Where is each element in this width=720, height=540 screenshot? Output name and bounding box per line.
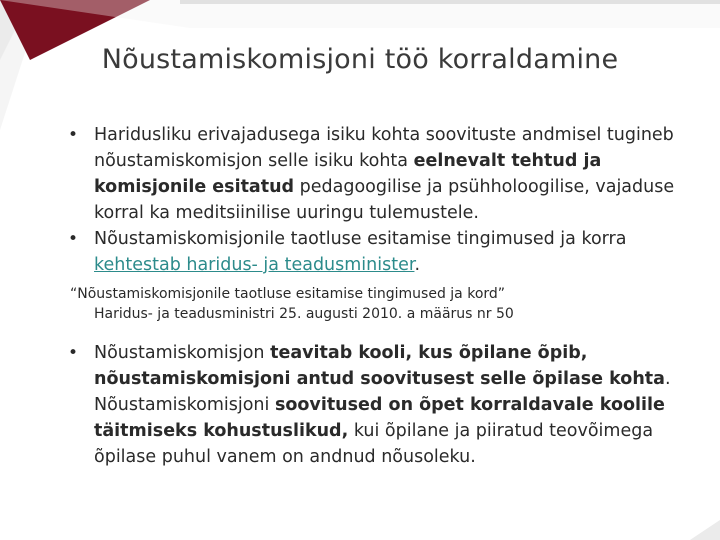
bullet-marker: • (68, 125, 79, 145)
regulation-note-line-1: “Nõustamiskomisjonile taotluse esitamise tingimused ja kord” (70, 286, 506, 302)
bullet-2-text-a: Nõustamiskomisjonile taotluse esitamise tingimused ja korra (94, 229, 627, 249)
bullet-marker: • (68, 343, 79, 363)
gray-corner-bottom-right (690, 520, 720, 540)
bullet-3-text-bold-2: soovitused on õpet korraldavale koolile täitmiseks kohustuslikud, (94, 395, 665, 441)
bullet-3-text-bold-1: teavitab kooli, kus õpilane õpib, nõustamiskomisjoni antud soovitusest selle õpilase kohta (94, 343, 665, 389)
bullet-3 (56, 340, 696, 470)
bullet-1-text-bold: eelnevalt tehtud ja komisjonile esitatud (94, 151, 602, 197)
bullet-2-text-c: . (414, 255, 421, 275)
bullet-2 (56, 226, 696, 278)
bullet-3-text-e: kui õpilane ja piiratud teovõimega õpilase puhul vanem on andnud nõusoleku. (94, 421, 654, 467)
bullet-3-text-a: Nõustamiskomisjon (94, 343, 271, 363)
bullet-1-text-a: Haridusliku erivajadusega isiku kohta soovituste andmisel tugineb nõustamiskomisjon selle isiku kohta (94, 125, 674, 171)
minister-link[interactable]: kehtestab haridus- ja teadusminister (94, 255, 415, 275)
regulation-note-line-2: Haridus- ja teadusministri 25. augusti 2010. a määrus nr 50 (94, 306, 514, 322)
bullet-1-text-c: pedagoogilise ja psühholoogilise, vajaduse korral ka meditsiinilise uuringu tulemustele. (94, 177, 675, 223)
slide-title: Nõustamiskomisjoni töö korraldamine (101, 44, 619, 75)
bullet-1 (56, 122, 696, 226)
regulation-note (70, 284, 696, 324)
bullet-marker: • (68, 229, 79, 249)
slide-content (56, 122, 696, 470)
bullet-3-text-c: . Nõustamiskomisjoni (94, 369, 671, 415)
